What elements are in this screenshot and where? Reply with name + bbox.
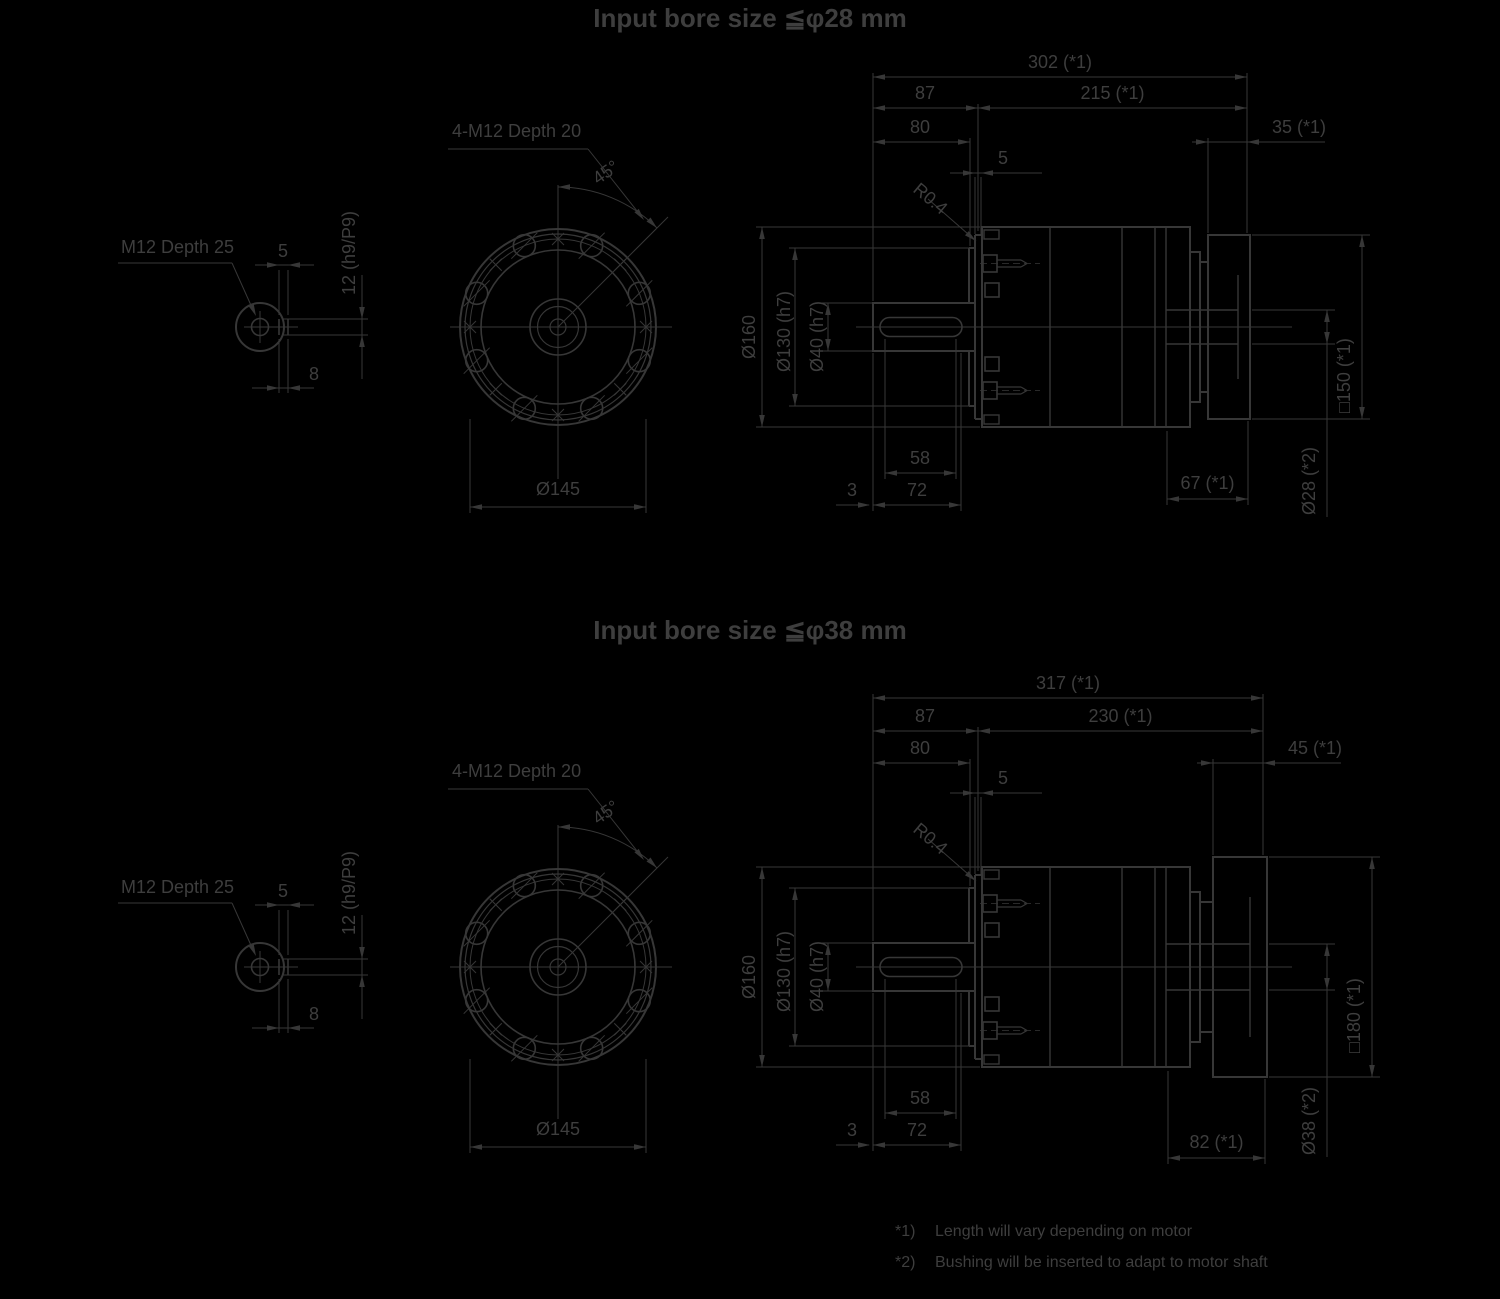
footnote-marker: *1)	[895, 1223, 916, 1240]
label-key_width: 5	[277, 241, 289, 261]
footnote-marker: *2)	[895, 1254, 916, 1271]
label-dim_5: 5	[997, 148, 1009, 168]
label-flange_thickness: 45 (*1)	[1287, 738, 1343, 758]
label-dim_80: 80	[909, 117, 931, 137]
shaft-end-detail-view	[118, 211, 368, 393]
label-key_width: 5	[277, 881, 289, 901]
footnote-text: Bushing will be inserted to adapt to motor shaft	[935, 1254, 1268, 1271]
label-angle: 45°	[588, 796, 623, 829]
label-flange_thickness: 35 (*1)	[1271, 117, 1327, 137]
side-section-view	[739, 52, 1370, 517]
footnotes	[895, 1223, 1268, 1271]
label-dim_3: 3	[846, 480, 858, 500]
label-overall_length: 302 (*1)	[1027, 52, 1093, 72]
label-rear_length: 82 (*1)	[1189, 1132, 1244, 1152]
label-dia_160: Ø160	[739, 954, 759, 999]
shaft-end-detail-view	[118, 851, 368, 1033]
front-flange-view	[448, 121, 672, 513]
label-dim_58: 58	[909, 1088, 931, 1108]
side-section-view	[739, 673, 1380, 1164]
label-front_length: 87	[914, 706, 936, 726]
label-rear_length: 67 (*1)	[1180, 473, 1235, 493]
label-key_depth: 8	[308, 364, 320, 384]
label-motor_side_length: 230 (*1)	[1088, 706, 1153, 726]
label-dia_130: Ø130 (h7)	[774, 290, 794, 372]
label-dim_3: 3	[846, 1120, 858, 1140]
label-bolt_circle: Ø145	[535, 479, 581, 499]
label-dia_130: Ø130 (h7)	[774, 930, 794, 1012]
label-bolt_holes: 4-M12 Depth 20	[452, 761, 582, 781]
label-dia_40: Ø40 (h7)	[807, 300, 827, 372]
label-square_flange: □150 (*1)	[1334, 338, 1354, 413]
label-dim_5: 5	[997, 768, 1009, 788]
label-dia_160: Ø160	[739, 314, 759, 359]
label-dim_72: 72	[906, 1120, 928, 1140]
label-input_bore: Ø38 (*2)	[1299, 1086, 1319, 1155]
label-dim_72: 72	[906, 480, 928, 500]
label-key_height: 12 (h9/P9)	[339, 850, 359, 935]
label-overall_length: 317 (*1)	[1035, 673, 1101, 693]
front-flange-view	[448, 761, 672, 1153]
label-angle: 45°	[588, 156, 623, 189]
label-dia_40: Ø40 (h7)	[807, 940, 827, 1012]
label-shaft_tap: M12 Depth 25	[121, 877, 235, 897]
label-motor_side_length: 215 (*1)	[1080, 83, 1145, 103]
footnote-text: Length will vary depending on motor	[935, 1223, 1193, 1240]
label-dim_58: 58	[909, 448, 931, 468]
label-key_depth: 8	[308, 1004, 320, 1024]
drawing-input-bore-28mm	[118, 3, 1370, 517]
label-key_height: 12 (h9/P9)	[339, 210, 359, 295]
drawing-input-bore-38mm	[118, 615, 1380, 1164]
label-shaft_tap: M12 Depth 25	[121, 237, 235, 257]
label-dim_80: 80	[909, 738, 931, 758]
label-bolt_holes: 4-M12 Depth 20	[452, 121, 582, 141]
label-square_flange: □180 (*1)	[1344, 978, 1364, 1053]
label-fillet: R0.4	[909, 818, 952, 859]
label-fillet: R0.4	[909, 178, 952, 219]
label-bolt_circle: Ø145	[535, 1119, 581, 1139]
label-front_length: 87	[914, 83, 936, 103]
label-input_bore: Ø28 (*2)	[1299, 446, 1319, 515]
drawing-title: Input bore size ≦φ28 mm	[593, 3, 907, 33]
drawing-title: Input bore size ≦φ38 mm	[593, 615, 907, 645]
